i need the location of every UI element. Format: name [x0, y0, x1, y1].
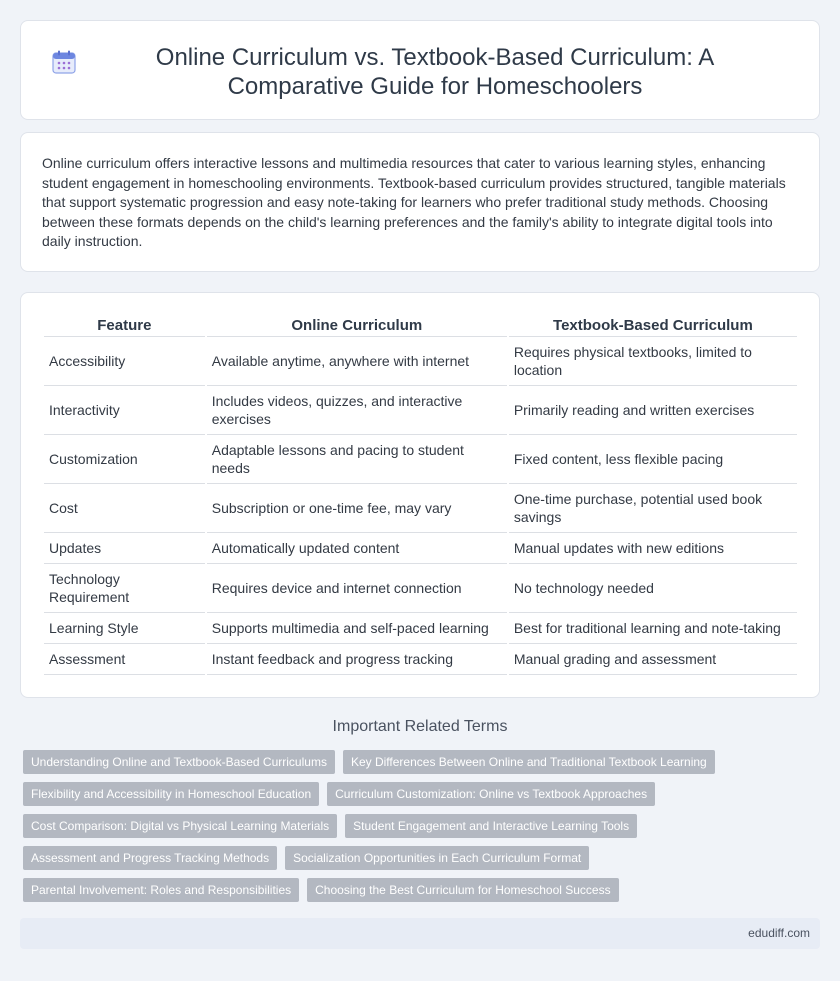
table-row [44, 533, 797, 564]
row-feature: Assessment [44, 644, 205, 675]
row-textbook: Manual updates with new editions [509, 533, 797, 564]
related-tag[interactable]: Parental Involvement: Roles and Responsibilities [23, 878, 299, 902]
row-textbook: Primarily reading and written exercises [509, 386, 797, 435]
related-tag[interactable]: Cost Comparison: Digital vs Physical Learning Materials [23, 814, 337, 838]
related-tag[interactable]: Assessment and Progress Tracking Methods [23, 846, 277, 870]
related-tag[interactable]: Understanding Online and Textbook-Based Curriculums [23, 750, 335, 774]
row-online: Includes videos, quizzes, and interactive exercises [207, 386, 507, 435]
footer [20, 918, 820, 949]
row-textbook: Requires physical textbooks, limited to location [509, 337, 797, 386]
table-row [44, 484, 797, 533]
row-textbook: One-time purchase, potential used book savings [509, 484, 797, 533]
title-card [20, 20, 820, 120]
row-feature: Accessibility [44, 337, 205, 386]
row-online: Adaptable lessons and pacing to student needs [207, 435, 507, 484]
row-textbook: Fixed content, less flexible pacing [509, 435, 797, 484]
related-tag[interactable]: Key Differences Between Online and Traditional Textbook Learning [343, 750, 715, 774]
related-tags [23, 750, 823, 910]
table-row [44, 435, 797, 484]
row-textbook: Manual grading and assessment [509, 644, 797, 675]
row-online: Automatically updated content [207, 533, 507, 564]
row-feature: Technology Requirement [44, 564, 205, 613]
comparison-table [42, 315, 799, 675]
row-textbook: Best for traditional learning and note-taking [509, 613, 797, 644]
row-feature: Customization [44, 435, 205, 484]
header-textbook: Textbook-Based Curriculum [509, 315, 797, 337]
row-feature: Interactivity [44, 386, 205, 435]
footer-site-link[interactable]: edudiff.com [748, 926, 810, 940]
row-online: Subscription or one-time fee, may vary [207, 484, 507, 533]
comparison-table-card [20, 292, 820, 698]
row-textbook: No technology needed [509, 564, 797, 613]
related-tag[interactable]: Flexibility and Accessibility in Homeschool Education [23, 782, 319, 806]
header-feature: Feature [44, 315, 205, 337]
row-feature: Updates [44, 533, 205, 564]
table-row [44, 644, 797, 675]
related-tag[interactable]: Choosing the Best Curriculum for Homeschool Success [307, 878, 618, 902]
table-row [44, 613, 797, 644]
page-title: Online Curriculum vs. Textbook-Based Curriculum: A Comparative Guide for Homeschoolers [155, 44, 715, 100]
header-online: Online Curriculum [207, 315, 507, 337]
related-tag[interactable]: Socialization Opportunities in Each Curriculum Format [285, 846, 589, 870]
table-row [44, 386, 797, 435]
related-terms-heading: Important Related Terms [332, 718, 508, 735]
summary-card [20, 132, 820, 272]
related-tag[interactable]: Student Engagement and Interactive Learning Tools [345, 814, 637, 838]
row-feature: Cost [44, 484, 205, 533]
row-online: Supports multimedia and self-paced learning [207, 613, 507, 644]
table-header-row [44, 315, 797, 337]
table-row [44, 337, 797, 386]
related-tag[interactable]: Curriculum Customization: Online vs Textbook Approaches [327, 782, 655, 806]
row-online: Requires device and internet connection [207, 564, 507, 613]
table-row [44, 564, 797, 613]
row-feature: Learning Style [44, 613, 205, 644]
row-online: Instant feedback and progress tracking [207, 644, 507, 675]
summary-text: Online curriculum offers interactive lessons and multimedia resources that cater to various learning styles, enhancing student engagement in homeschooling environments. Textbook-based curriculum provides structured, tangible materials that support systematic progression and easy note-taking for learners who prefer traditional study methods. Choosing between these formats depends on the child's learning preferences and the family's ability to integrate digital tools into daily instruction. [42, 155, 786, 250]
row-online: Available anytime, anywhere with internet [207, 337, 507, 386]
